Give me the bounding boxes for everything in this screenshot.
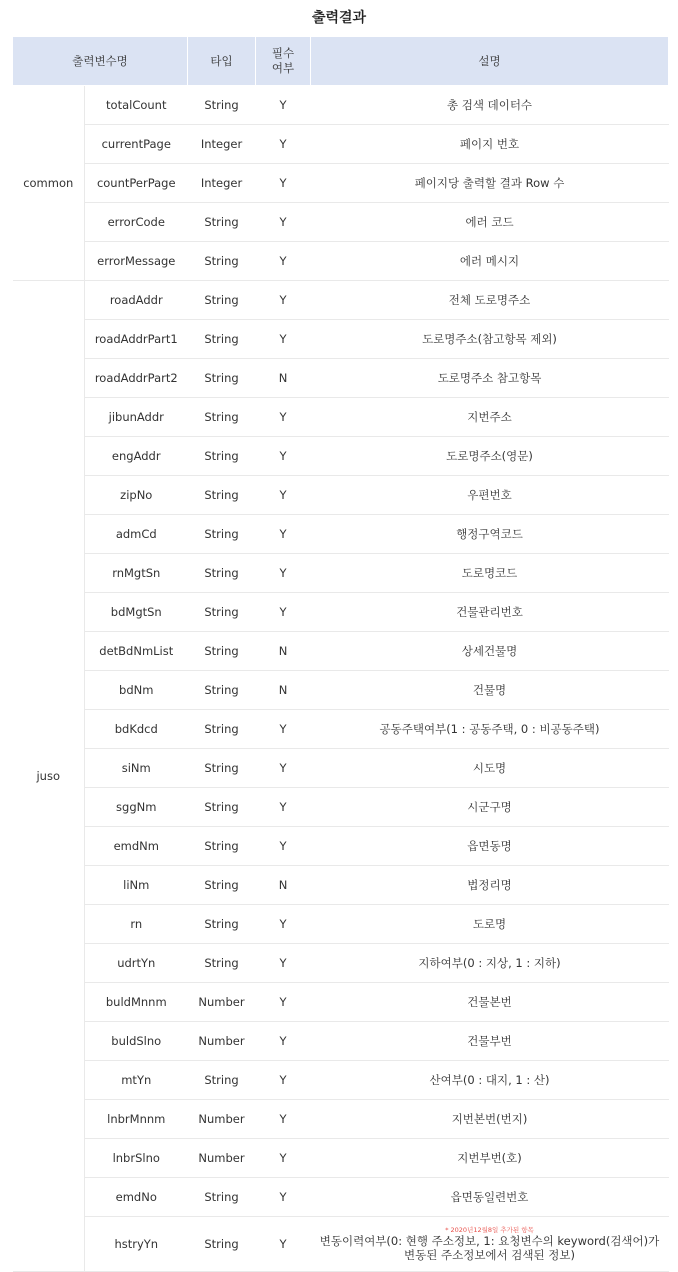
type-cell: Number [188, 1139, 256, 1178]
table-row [13, 554, 669, 593]
table-row [13, 359, 669, 398]
required-cell: Y [256, 749, 311, 788]
description-cell: 에러 메시지 [311, 242, 669, 281]
variable-name-cell: totalCount [85, 86, 188, 125]
description-cell: 건물본번 [311, 983, 669, 1022]
table-row [13, 320, 669, 359]
type-cell: String [188, 437, 256, 476]
variable-name-cell: bdKdcd [85, 710, 188, 749]
table-row [13, 632, 669, 671]
description-cell: 법정리명 [311, 866, 669, 905]
required-cell: N [256, 671, 311, 710]
required-cell: Y [256, 1139, 311, 1178]
table-row [13, 515, 669, 554]
header-description: 설명 [311, 37, 669, 86]
table-row [13, 398, 669, 437]
required-cell: Y [256, 1061, 311, 1100]
table-row [13, 944, 669, 983]
type-cell: String [188, 671, 256, 710]
type-cell: Number [188, 1022, 256, 1061]
required-cell: N [256, 359, 311, 398]
group-name: common [13, 86, 85, 281]
required-cell: Y [256, 944, 311, 983]
type-cell: String [188, 632, 256, 671]
required-cell: N [256, 632, 311, 671]
table-header-row [13, 37, 669, 86]
type-cell: Number [188, 983, 256, 1022]
type-cell: String [188, 1061, 256, 1100]
type-cell: String [188, 827, 256, 866]
table-row [13, 749, 669, 788]
description-cell: 행정구역코드 [311, 515, 669, 554]
variable-name-cell: liNm [85, 866, 188, 905]
required-cell: Y [256, 203, 311, 242]
variable-name-cell: lnbrMnnm [85, 1100, 188, 1139]
type-cell: String [188, 320, 256, 359]
description-cell: 페이지 번호 [311, 125, 669, 164]
description-cell: 도로명주소(참고항목 제외) [311, 320, 669, 359]
type-cell: String [188, 476, 256, 515]
header-variable-name: 출력변수명 [13, 37, 188, 86]
variable-name-cell: roadAddr [85, 281, 188, 320]
variable-name-cell: mtYn [85, 1061, 188, 1100]
table-row [13, 983, 669, 1022]
type-cell: Number [188, 1100, 256, 1139]
description-cell: 산여부(0 : 대지, 1 : 산) [311, 1061, 669, 1100]
table-row [13, 242, 669, 281]
required-cell: Y [256, 1217, 311, 1272]
type-cell: String [188, 515, 256, 554]
description-cell: 지하여부(0 : 지상, 1 : 지하) [311, 944, 669, 983]
page-title: 출력결과 [311, 10, 367, 26]
table-row [13, 671, 669, 710]
description-cell: 도로명코드 [311, 554, 669, 593]
type-cell: Integer [188, 164, 256, 203]
variable-name-cell: buldSlno [85, 1022, 188, 1061]
variable-name-cell: errorCode [85, 203, 188, 242]
type-cell: String [188, 281, 256, 320]
variable-name-cell: hstryYn [85, 1217, 188, 1272]
table-row [13, 476, 669, 515]
type-cell: String [188, 86, 256, 125]
header-required: 필수 여부 [256, 37, 311, 86]
variable-name-cell: udrtYn [85, 944, 188, 983]
type-cell: String [188, 788, 256, 827]
table-row [13, 866, 669, 905]
type-cell: String [188, 242, 256, 281]
description-cell: 지번주소 [311, 398, 669, 437]
variable-name-cell: rnMgtSn [85, 554, 188, 593]
required-cell: Y [256, 710, 311, 749]
table-row [13, 203, 669, 242]
description-cell: 읍면동일련번호 [311, 1178, 669, 1217]
table-row [13, 437, 669, 476]
type-cell: String [188, 710, 256, 749]
required-cell: Y [256, 320, 311, 359]
type-cell: String [188, 1217, 256, 1272]
required-cell: Y [256, 554, 311, 593]
table-row [13, 905, 669, 944]
variable-name-cell: roadAddrPart2 [85, 359, 188, 398]
required-cell: Y [256, 827, 311, 866]
output-result-table [12, 36, 669, 1272]
description-cell [311, 1217, 669, 1272]
required-cell: Y [256, 1022, 311, 1061]
table-row [13, 710, 669, 749]
variable-name-cell: errorMessage [85, 242, 188, 281]
description-cell: 도로명 [311, 905, 669, 944]
description-cell: 상세건물명 [311, 632, 669, 671]
description-cell: 읍면동명 [311, 827, 669, 866]
description-cell: 시도명 [311, 749, 669, 788]
table-row [13, 1178, 669, 1217]
variable-name-cell: bdNm [85, 671, 188, 710]
required-cell: Y [256, 983, 311, 1022]
variable-name-cell: rn [85, 905, 188, 944]
description-cell: 전체 도로명주소 [311, 281, 669, 320]
table-row [13, 1100, 669, 1139]
description-cell: 페이지당 출력할 결과 Row 수 [311, 164, 669, 203]
required-cell: Y [256, 125, 311, 164]
variable-name-cell: emdNo [85, 1178, 188, 1217]
variable-name-cell: admCd [85, 515, 188, 554]
type-cell: Integer [188, 125, 256, 164]
table-row [13, 788, 669, 827]
description-cell: 에러 코드 [311, 203, 669, 242]
required-cell: Y [256, 242, 311, 281]
required-cell: Y [256, 905, 311, 944]
type-cell: String [188, 1178, 256, 1217]
variable-name-cell: zipNo [85, 476, 188, 515]
required-cell: Y [256, 398, 311, 437]
description-cell: 건물관리번호 [311, 593, 669, 632]
table-row [13, 827, 669, 866]
group-name: juso [13, 281, 85, 1272]
table-body [13, 86, 669, 1272]
type-cell: String [188, 359, 256, 398]
type-cell: String [188, 593, 256, 632]
variable-name-cell: bdMgtSn [85, 593, 188, 632]
table-row [13, 1217, 669, 1272]
required-cell: Y [256, 1100, 311, 1139]
variable-name-cell: siNm [85, 749, 188, 788]
table-row [13, 1061, 669, 1100]
variable-name-cell: currentPage [85, 125, 188, 164]
variable-name-cell: buldMnnm [85, 983, 188, 1022]
required-cell: N [256, 866, 311, 905]
description-cell: 건물부번 [311, 1022, 669, 1061]
table-row [13, 593, 669, 632]
added-item-note: * 2020년12월8일 추가된 항목 [445, 1226, 534, 1234]
required-cell: Y [256, 437, 311, 476]
table-row [13, 1139, 669, 1178]
description-cell: 지번본번(번지) [311, 1100, 669, 1139]
table-row [13, 86, 669, 125]
description-text: 변동이력여부(0: 현행 주소정보, 1: 요청변수의 keyword(검색어)가 변동된 주소정보에서 검색된 정보) [319, 1234, 660, 1262]
required-cell: Y [256, 86, 311, 125]
description-cell: 우편번호 [311, 476, 669, 515]
description-cell: 총 검색 데이터수 [311, 86, 669, 125]
required-cell: Y [256, 1178, 311, 1217]
table-row [13, 125, 669, 164]
header-type: 타입 [188, 37, 256, 86]
variable-name-cell: lnbrSlno [85, 1139, 188, 1178]
description-cell: 도로명주소(영문) [311, 437, 669, 476]
description-cell: 공동주택여부(1 : 공동주택, 0 : 비공동주택) [311, 710, 669, 749]
required-cell: Y [256, 788, 311, 827]
variable-name-cell: roadAddrPart1 [85, 320, 188, 359]
type-cell: String [188, 866, 256, 905]
required-cell: Y [256, 593, 311, 632]
description-cell: 건물명 [311, 671, 669, 710]
variable-name-cell: jibunAddr [85, 398, 188, 437]
type-cell: String [188, 398, 256, 437]
type-cell: String [188, 203, 256, 242]
variable-name-cell: countPerPage [85, 164, 188, 203]
required-cell: Y [256, 164, 311, 203]
type-cell: String [188, 905, 256, 944]
required-cell: Y [256, 476, 311, 515]
variable-name-cell: emdNm [85, 827, 188, 866]
variable-name-cell: detBdNmList [85, 632, 188, 671]
table-row [13, 1022, 669, 1061]
table-row [13, 164, 669, 203]
type-cell: String [188, 554, 256, 593]
required-cell: Y [256, 515, 311, 554]
type-cell: String [188, 749, 256, 788]
description-cell: 지번부번(호) [311, 1139, 669, 1178]
description-cell: 도로명주소 참고항목 [311, 359, 669, 398]
description-cell: 시군구명 [311, 788, 669, 827]
required-cell: Y [256, 281, 311, 320]
table-row [13, 281, 669, 320]
type-cell: String [188, 944, 256, 983]
variable-name-cell: sggNm [85, 788, 188, 827]
variable-name-cell: engAddr [85, 437, 188, 476]
